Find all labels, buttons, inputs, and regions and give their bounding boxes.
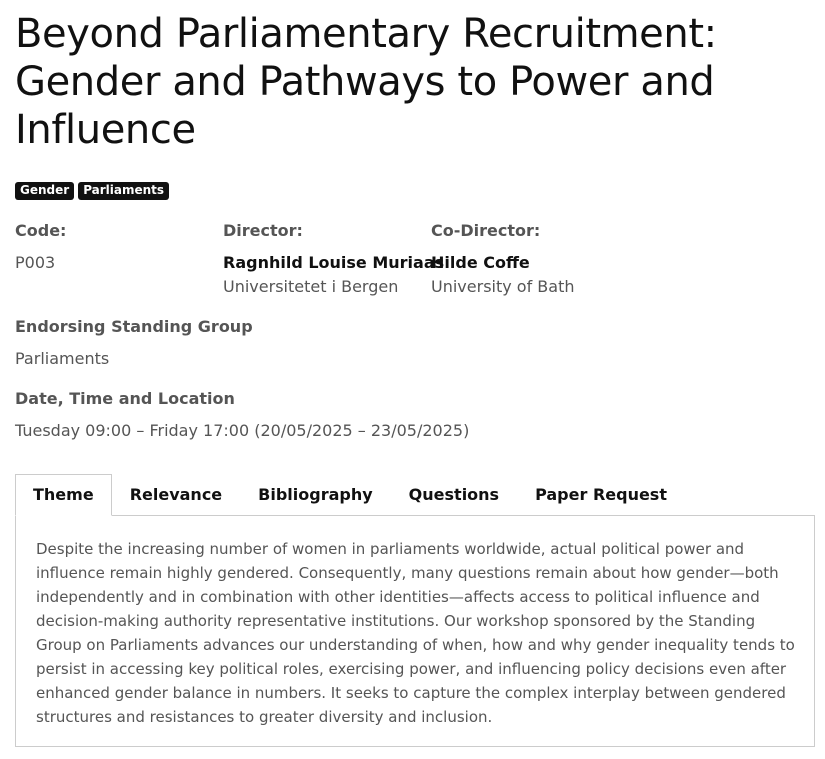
director-affiliation: Universitetet i Bergen bbox=[223, 277, 399, 296]
tab-bar bbox=[15, 474, 685, 516]
tab-paper-request[interactable]: Paper Request bbox=[535, 485, 667, 504]
tag-gender[interactable]: Gender bbox=[15, 182, 74, 200]
director-name: Ragnhild Louise Muriaas bbox=[223, 253, 445, 272]
page-title: Beyond Parliamentary Recruitment: Gender and Pathways to Power and Influence bbox=[15, 11, 717, 153]
co-director-affiliation: University of Bath bbox=[431, 277, 575, 296]
tab-panel-theme bbox=[15, 515, 815, 747]
date-time-label: Date, Time and Location bbox=[15, 389, 235, 408]
tag-list bbox=[15, 182, 169, 200]
standing-group-value: Parliaments bbox=[15, 349, 110, 368]
tag-parliaments[interactable]: Parliaments bbox=[78, 182, 169, 200]
director-label: Director: bbox=[223, 221, 303, 240]
tab-bibliography[interactable]: Bibliography bbox=[258, 485, 373, 504]
tab-questions[interactable]: Questions bbox=[408, 485, 500, 504]
tab-theme[interactable]: Theme bbox=[15, 474, 112, 516]
code-value: P003 bbox=[15, 253, 56, 272]
theme-text: Despite the increasing number of women in parliaments worldwide, actual political power and influence remain highly gendered. Consequently, many questions remain about how gender—both independently and in combination with other identities—affects access to political influence and decision-making authority representative institutions. Our workshop sponsored by the Standing Group on Parliaments advances our understanding of when, how and why gender inequality tends to persist in accessing key political roles, exercising power, and influencing policy decisions even after enhanced gender balance in numbers. It seeks to capture the complex interplay between gendered structures and resistances to greater diversity and inclusion. bbox=[36, 540, 795, 726]
co-director-name: Hilde Coffe bbox=[431, 253, 530, 272]
code-label: Code: bbox=[15, 221, 67, 240]
date-time-value: Tuesday 09:00 – Friday 17:00 (20/05/2025 – 23/05/2025) bbox=[15, 421, 470, 440]
standing-group-label: Endorsing Standing Group bbox=[15, 317, 253, 336]
co-director-label: Co-Director: bbox=[431, 221, 541, 240]
tab-relevance[interactable]: Relevance bbox=[129, 485, 223, 504]
